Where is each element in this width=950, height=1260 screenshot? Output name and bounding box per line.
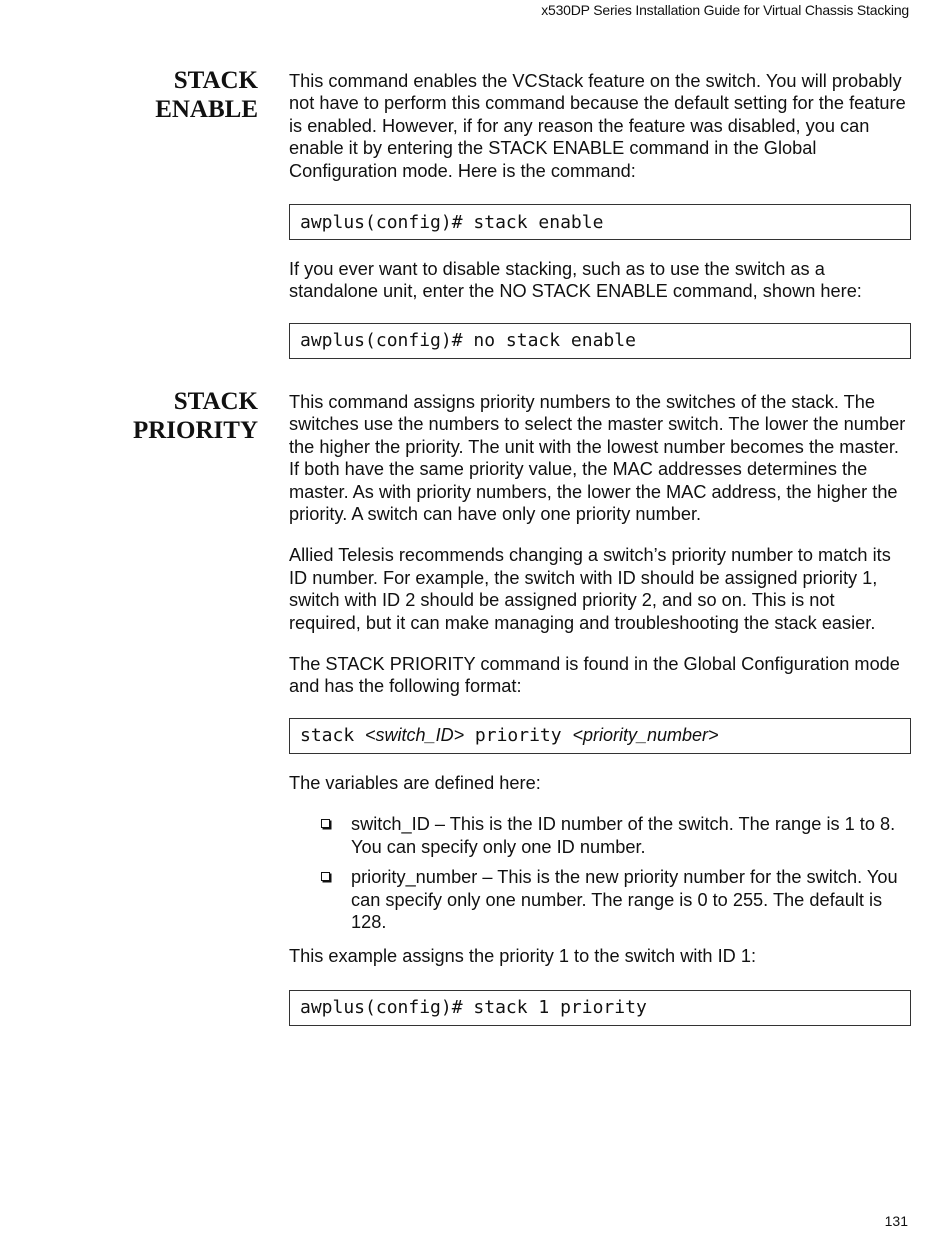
stack-priority-intro: This command assigns priority numbers to the switches of the stack. The switches use the numbers to select the master switch. The lower the number the higher the priority. The unit with the lowest number becomes the master. If both have the same priority value, the MAC addresses determines the master. As with priority numbers, the lower the MAC address, the higher the priority. A switch can have only one priority number. bbox=[289, 392, 906, 525]
section-heading-stack-enable bbox=[58, 66, 258, 124]
code-text: priority bbox=[464, 725, 573, 747]
list-item bbox=[289, 866, 911, 933]
code-text: stack bbox=[300, 725, 366, 747]
example-text: This example assigns the priority 1 to the switch with ID 1: bbox=[289, 946, 757, 967]
page-number: 131 bbox=[884, 1213, 908, 1229]
stack-disable-text: If you ever want to disable stacking, such as to use the switch as a standalone unit, enter the NO STACK ENABLE command, shown here: bbox=[289, 259, 862, 302]
heading-line: PRIORITY bbox=[132, 417, 258, 444]
list-item-text: priority_number – This is the new priority number for the switch. You can specify only one number. The range is 0 to 255. The default is 128. bbox=[351, 867, 898, 932]
code-block-stack-priority-example: awplus(config)# stack 1 priority bbox=[289, 990, 911, 1026]
variables-list bbox=[289, 813, 911, 933]
running-header: x530DP Series Installation Guide for Virtual Chassis Stacking bbox=[541, 2, 909, 18]
heading-line: ENABLE bbox=[155, 96, 258, 123]
stack-priority-recommendation: Allied Telesis recommends changing a switch’s priority number to match its ID number. For example, the switch with ID should be assigned priority 1, switch with ID 2 should be assigned priority 2, and so on. This is not required, but it can make managing and troubleshooting the stack easier. bbox=[289, 545, 891, 633]
checkbox-bullet-icon bbox=[321, 819, 330, 828]
code-block-stack-enable: awplus(config)# stack enable bbox=[289, 204, 911, 240]
list-item-text: switch_ID – This is the ID number of the switch. The range is 1 to 8. You can specify only one ID number. bbox=[351, 814, 896, 857]
code-variable: <priority_number> bbox=[572, 725, 719, 746]
heading-line: STACK bbox=[173, 67, 258, 94]
stack-priority-body bbox=[289, 391, 911, 1026]
code-block-stack-priority-format bbox=[289, 718, 911, 754]
checkbox-bullet-icon bbox=[321, 872, 330, 881]
section-heading-stack-priority bbox=[58, 387, 258, 445]
stack-priority-format-text: The STACK PRIORITY command is found in the Global Configuration mode and has the following format: bbox=[289, 654, 900, 697]
code-variable: <switch_ID> bbox=[365, 725, 465, 746]
list-item bbox=[289, 813, 911, 858]
stack-enable-body bbox=[289, 70, 911, 359]
code-block-no-stack-enable: awplus(config)# no stack enable bbox=[289, 323, 911, 359]
heading-line: STACK bbox=[173, 388, 258, 415]
stack-enable-intro: This command enables the VCStack feature on the switch. You will probably not have to perform this command because the default setting for the feature is enabled. However, if for any reason the feature was disabled, you can enable it by entering the STACK ENABLE command in the Global Configuration mode. Here is the command: bbox=[289, 71, 906, 181]
variables-intro: The variables are defined here: bbox=[289, 772, 541, 793]
